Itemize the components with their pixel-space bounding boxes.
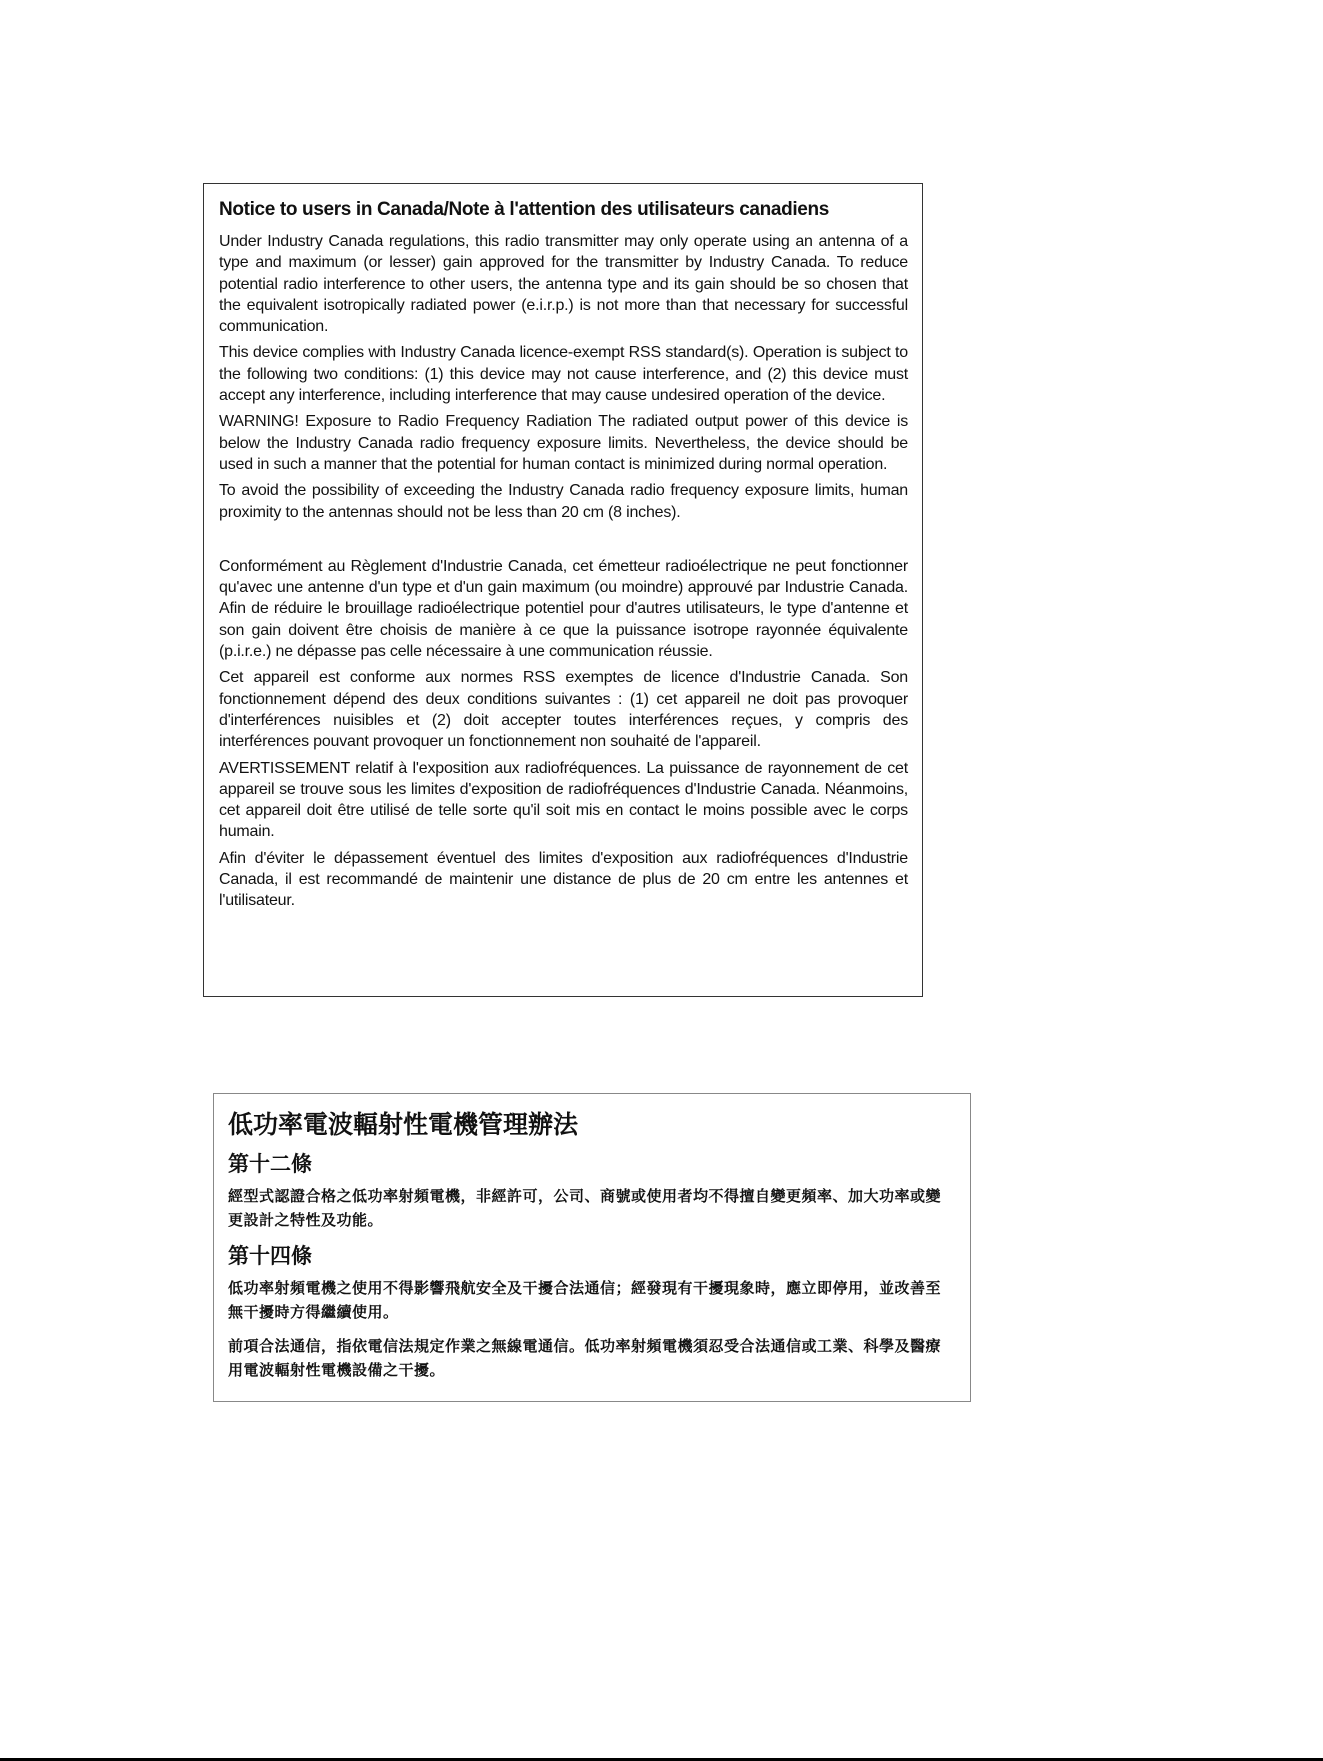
french-paragraph-conformite: Cet appareil est conforme aux normes RSS exemptes de licence d'Industrie Canada. Son fonctionnement dépend des deux conditions suivantes : (1) cet appareil ne doit pas provoquer d'interférences nuisibles et (2) doit accepter toutes interférences reçues, y compris des interférences pouvant provoquer un fonctionnement non souhaité de l'appareil. [219,669,908,751]
french-paragraph-avertissement: AVERTISSEMENT relatif à l'exposition aux radiofréquences. La puissance de rayonnement de cet appareil se trouve sous les limites d'exposition de radiofréquences d'Industrie Canada. Néanmoins, cet appareil doit être utilisé de telle sorte qu'il soit mis en contact le moins possible avec le corps humain. [219,759,908,841]
french-paragraph-reglement: Conformément au Règlement d'Industrie Canada, cet émetteur radioélectrique ne peut fonctionner qu'avec une antenne d'un type et d'un gain maximum (ou moindre) approuvé par Industrie Canada. Afin de réduire le brouillage radioélectrique potentiel pour d'autres utilisateurs, le type d'antenne et son gain doivent être choisis de manière à ce que la puissance isotrope rayonnée équivalente (p.i.r.e.) ne dépasse pas celle nécessaire à une communication réussie. [219,557,908,661]
canada-notice-box [203,183,923,997]
english-paragraph-rss-compliance: This device complies with Industry Canada licence-exempt RSS standard(s). Operation is subject to the following two conditions: (1) this device may not cause interference, and (2) this device must accept any interference, including interference that may cause undesired operation of the device. [219,344,908,405]
article-12-text: 經型式認證合格之低功率射頻電機，非經許可，公司、商號或使用者均不得擅自變更頻率、加大功率或變更設計之特性及功能。 [228,1187,942,1229]
article-14-paragraph-2: 前項合法通信，指依電信法規定作業之無線電通信。低功率射頻電機須忍受合法通信或工業、科學及醫療用電波輻射性電機設備之干擾。 [228,1337,942,1379]
canada-notice-title: Notice to users in Canada/Note à l'attention des utilisateurs canadiens [219,199,829,220]
taiwan-notice-title: 低功率電波輻射性電機管理辦法 [228,1110,579,1139]
language-spacer [219,528,908,556]
article-14-paragraph-1: 低功率射頻電機之使用不得影響飛航安全及干擾合法通信；經發現有干擾現象時，應立即停用，並改善至無干擾時方得繼續使用。 [228,1279,942,1321]
english-paragraph-rf-warning: WARNING! Exposure to Radio Frequency Radiation The radiated output power of this device is below the Industry Canada radio frequency exposure limits. Nevertheless, the device should be used in such a manner that the potential for human contact is minimized during normal operation. [219,413,908,473]
article-12-heading: 第十二條 [228,1152,312,1176]
article-14-heading: 第十四條 [228,1244,312,1268]
english-paragraph-regulations: Under Industry Canada regulations, this radio transmitter may only operate using an antenna of a type and maximum (or lesser) gain approved for the transmitter by Industry Canada. To reduce potential radio interference to other users, the antenna type and its gain should be so chosen that the equivalent isotropically radiated power (e.i.r.p.) is not more than that necessary for successful communication. [219,233,908,336]
taiwan-notice-box [213,1093,971,1402]
english-paragraph-proximity: To avoid the possibility of exceeding the Industry Canada radio frequency exposure limits, human proximity to the antennas should not be less than 20 cm (8 inches). [219,482,908,521]
french-paragraph-distance: Afin d'éviter le dépassement éventuel des limites d'exposition aux radiofréquences d'Industrie Canada, il est recommandé de maintenir une distance de plus de 20 cm entre les antennes et l'utilisateur. [219,849,908,910]
